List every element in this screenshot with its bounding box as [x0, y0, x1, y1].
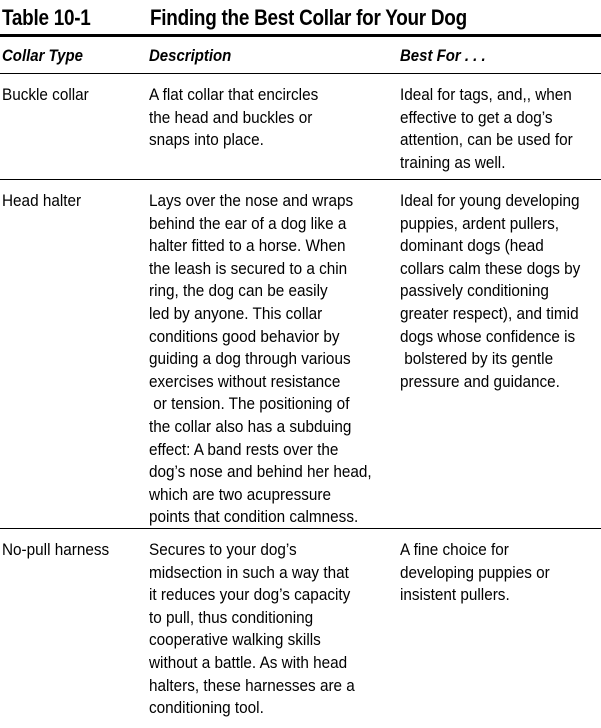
header-collar-type: Collar Type: [2, 46, 83, 65]
cell-best-for: Ideal for young developing puppies, ardent pullers, dominant dogs (head collars calm these dogs by passively conditioning greater respect), and timid dogs whose confidence is bolstered by its gentle pressure and guidance.: [400, 191, 581, 391]
table-title: Finding the Best Collar for Your Dog: [150, 5, 467, 30]
header-description: Description: [149, 46, 232, 65]
table-row-head-halter: [0, 180, 601, 529]
header-best-for: Best For . . .: [400, 46, 486, 65]
cell-collar-type: No-pull harness: [2, 540, 110, 559]
cell-description: Secures to your dog’s midsection in such a way that it reduces your dog’s capacity to pull, thus conditioning cooperative walking skills without a battle. As with head halters, these harnesses are a conditioning tool.: [149, 540, 355, 718]
cell-description: Lays over the nose and wraps behind the ear of a dog like a halter fitted to a horse. When the leash is secured to a chin ring, the dog can be easily led by anyone. This collar conditions good behavior by guiding a dog through various exercises without resistance or tension. The positioning of the collar also has a subduing effect: A band rests over the dog’s nose and behind her head, which are two acupressure points that condition calmness.: [149, 191, 372, 527]
table-header-row: [0, 40, 601, 74]
cell-description: A flat collar that encircles the head and buckles or snaps into place.: [149, 85, 319, 150]
table-row-no-pull-harness: [0, 529, 601, 728]
table-row-buckle-collar: [0, 74, 601, 180]
cell-collar-type: Buckle collar: [2, 85, 89, 104]
table-number: Table 10-1: [2, 5, 91, 30]
cell-collar-type: Head halter: [2, 191, 82, 210]
cell-best-for: Ideal for tags, and,, when effective to get a dog’s attention, can be used for training as well.: [400, 85, 573, 172]
cell-best-for: A fine choice for developing puppies or insistent pullers.: [400, 540, 550, 605]
table-title-bar: [0, 0, 601, 37]
